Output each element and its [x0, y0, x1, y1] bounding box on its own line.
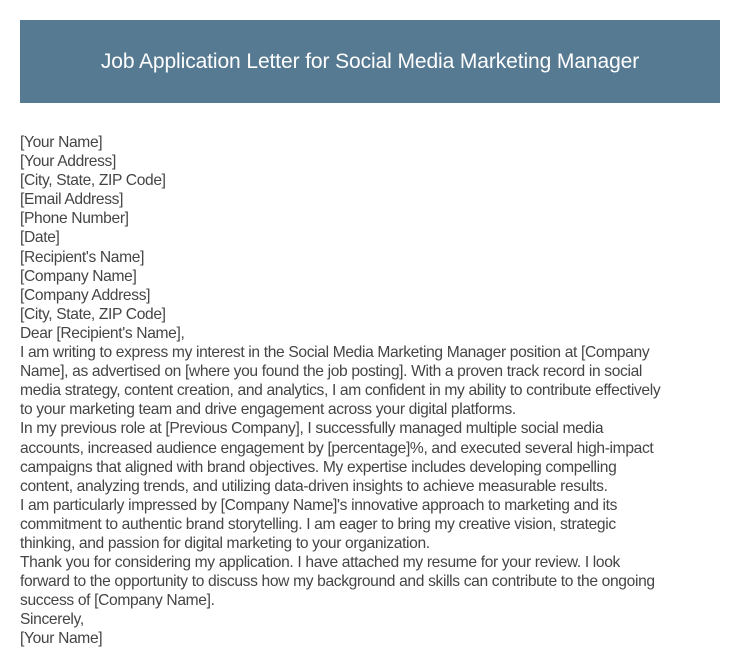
- paragraph-line: commitment to authentic brand storytelling. I am eager to bring my creative vision, strategic: [20, 515, 616, 533]
- paragraph-line: I am writing to express my interest in the Social Media Marketing Manager position at [Company: [20, 344, 650, 362]
- paragraph-line: Name], as advertised on [where you found the job posting]. With a proven track record in social: [20, 363, 643, 381]
- phone-number: [Phone Number]: [20, 210, 129, 228]
- paragraph-line: Thank you for considering my application. I have attached my resume for your review. I look: [20, 554, 621, 572]
- paragraph-line: thinking, and passion for digital marketing to your organization.: [20, 534, 430, 552]
- company-name: [Company Name]: [20, 267, 137, 285]
- letter-body: [20, 133, 725, 649]
- paragraph-line: forward to the opportunity to discuss how my background and skills can contribute to the ongoing: [20, 573, 655, 591]
- date: [Date]: [20, 229, 60, 247]
- sign-off: Sincerely,: [20, 611, 84, 629]
- title-banner: [20, 20, 720, 103]
- signature-name: [Your Name]: [20, 630, 103, 648]
- page-title: Job Application Letter for Social Media Marketing Manager: [100, 49, 640, 73]
- paragraph-line: In my previous role at [Previous Company], I successfully managed multiple social media: [20, 420, 604, 438]
- company-address: [Company Address]: [20, 286, 151, 304]
- paragraph-line: media strategy, content creation, and analytics, I am confident in my ability to contribute effectively: [20, 382, 661, 400]
- paragraph-motivation: [20, 496, 725, 553]
- your-address: [Your Address]: [20, 153, 116, 171]
- paragraph-closing: [20, 553, 725, 610]
- paragraph-line: to your marketing team and drive engagement across your digital platforms.: [20, 401, 516, 419]
- sender-recipient-block: [20, 133, 725, 343]
- recipient-name: [Recipient's Name]: [20, 248, 145, 266]
- email-address: [Email Address]: [20, 191, 124, 209]
- paragraph-line: content, analyzing trends, and utilizing data-driven insights to achieve measurable results.: [20, 477, 608, 495]
- company-city-state-zip: [City, State, ZIP Code]: [20, 305, 166, 323]
- paragraph-line: I am particularly impressed by [Company Name]'s innovative approach to marketing and its: [20, 496, 618, 514]
- signature-block: [20, 610, 725, 648]
- your-name: [Your Name]: [20, 134, 103, 151]
- paragraph-experience: [20, 419, 725, 495]
- paragraph-line: success of [Company Name].: [20, 592, 215, 610]
- paragraph-line: campaigns that aligned with brand objectives. My expertise includes developing compelling: [20, 458, 617, 476]
- your-city-state-zip: [City, State, ZIP Code]: [20, 172, 166, 190]
- paragraph-intro: [20, 343, 725, 419]
- paragraph-line: accounts, increased audience engagement by [percentage]%, and executed several high-impact: [20, 439, 654, 457]
- salutation: Dear [Recipient's Name],: [20, 324, 185, 342]
